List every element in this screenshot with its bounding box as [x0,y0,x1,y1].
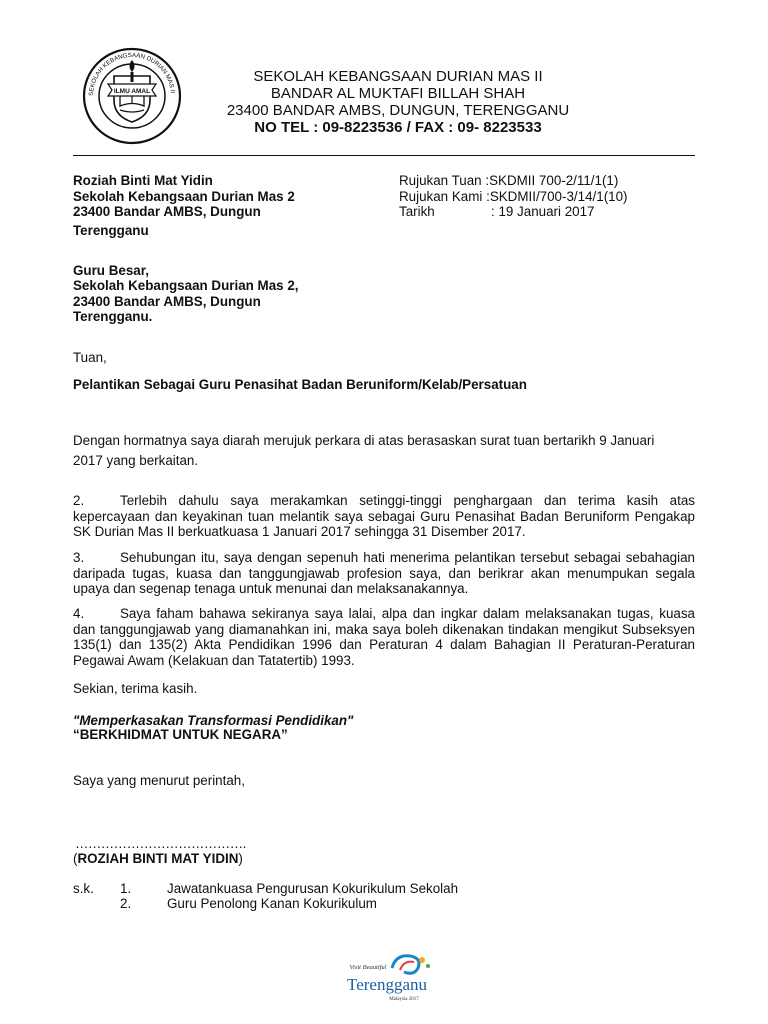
paragraph-2-text: Terlebih dahulu saya merakamkan setinggi-tinggi penghargaan dan terima kasih atas kepercayaan dan keyakinan tuan melantik saya sebagai Guru Penasihat Badan Beruniform Pengakap SK Durian Mas II berkuatkuasa 1 Januari 2017 sehingga 31 Disember 2017. [73,493,695,540]
recipient-state: Terengganu. [73,309,153,324]
closing-line: Sekian, terima kasih. [73,681,198,696]
motto-berkhidmat: “BERKHIDMAT UNTUK NEGARA” [73,727,288,742]
reference-kami-label: Rujukan Kami : [399,189,490,204]
signature-name: ROZIAH BINTI MAT YIDIN [77,851,239,866]
cc-item-1-text: Jawatankuasa Pengurusan Kokurikulum Sekolah [167,881,459,896]
recipient-title: Guru Besar, [73,263,149,278]
motto-transformasi: "Memperkasakan Transformasi Pendidikan" [73,713,354,728]
cc-item-2-number: 2. [120,896,132,911]
cc-item-2-text: Guru Penolong Kanan Kokurikulum [167,896,377,911]
sender-state: Terengganu [73,223,149,238]
sender-school: Sekolah Kebangsaan Durian Mas 2 [73,189,295,204]
school-name: SEKOLAH KEBANGSAAN DURIAN MAS II [253,68,543,85]
paragraph-3-number: 3. [73,550,85,565]
reference-kami [399,189,628,204]
paragraph-3-text: Sehubungan itu, saya dengan sepenuh hati menerima pelantikan tersebut sebagai sebahagian daripada tugas, kuasa dan tanggungjawab profesion saya, dan berikrar akan menumpukan segala upaya dan segenap tenaga untuk menunai dan melaksanakannya. [73,550,695,597]
recipient-school: Sekolah Kebangsaan Durian Mas 2, [73,278,299,293]
letterhead-divider [73,155,695,156]
signoff-line: Saya yang menurut perintah, [73,773,245,788]
signature-open-paren: ( [73,851,78,866]
school-contact: NO TEL : 09-8223536 / FAX : 09- 8223533 [254,119,542,136]
cc-item-1-number: 1. [120,881,132,896]
visit-terengganu-logo [334,950,440,1010]
letter-subject: Pelantikan Sebagai Guru Penasihat Badan Beruniform/Kelab/Persatuan [73,377,527,392]
school-crest-logo [80,44,184,146]
reference-tuan-value: SKDMII 700-2/11/1(1) [489,173,619,188]
school-address-line-2: 23400 BANDAR AMBS, DUNGUN, TERENGGANU [226,102,570,119]
crest-outer-text: SEKOLAH KEBANGSAAN DURIAN MAS II [87,51,176,97]
reference-date-label: Tarikh [399,204,435,219]
salutation: Tuan, [73,350,107,365]
paragraph-2-number: 2. [73,493,85,508]
paragraph-1-line-2: 2017 yang berkaitan. [73,453,199,468]
reference-kami-value: SKDMII/700-3/14/1(10) [489,189,628,204]
paragraph-4-text: Saya faham bahawa sekiranya saya lalai, alpa dan ingkar dalam melaksanakan tugas, kuasa dan tanggungjawab yang diamanahkan ini, maka saya boleh dikenakan tindakan mengikut Subseksyen 135(1) dan 135(2) Akta Pendidikan 1996 dan Peraturan 4 dalam Bahagian II Peraturan-Peraturan Pegawai Awam (Kelakuan dan Tatatertib) 1993. [73,606,695,668]
footer-logo-visit-text: Visit Beautiful [349,964,387,971]
footer-logo-subtitle: Malaysia 2017 [389,997,419,1002]
reference-date-value: : 19 Januari 2017 [491,204,595,219]
reference-tuan-label: Rujukan Tuan : [399,173,490,188]
paragraph-4 [73,606,695,668]
reference-tuan [399,173,618,188]
crest-banner-text: ILMU AMAL [113,88,151,95]
recipient-address: 23400 Bandar AMBS, Dungun [73,294,261,309]
signature-close-paren: ) [238,851,243,866]
sender-address: 23400 Bandar AMBS, Dungun [73,204,261,219]
school-address-line-1: BANDAR AL MUKTAFI BILLAH SHAH [270,85,526,102]
signature-line: …………………………………. [75,836,246,851]
paragraph-2 [73,493,695,540]
cc-label: s.k. [73,881,94,896]
footer-logo-title: Terengganu [347,975,427,994]
paragraph-1-line-1: Dengan hormatnya saya diarah merujuk perkara di atas berasaskan surat tuan bertarikh 9 Januari [73,433,655,448]
signature-block [73,851,243,866]
paragraph-4-number: 4. [73,606,85,621]
paragraph-3 [73,550,695,597]
sender-name: Roziah Binti Mat Yidin [73,173,213,188]
